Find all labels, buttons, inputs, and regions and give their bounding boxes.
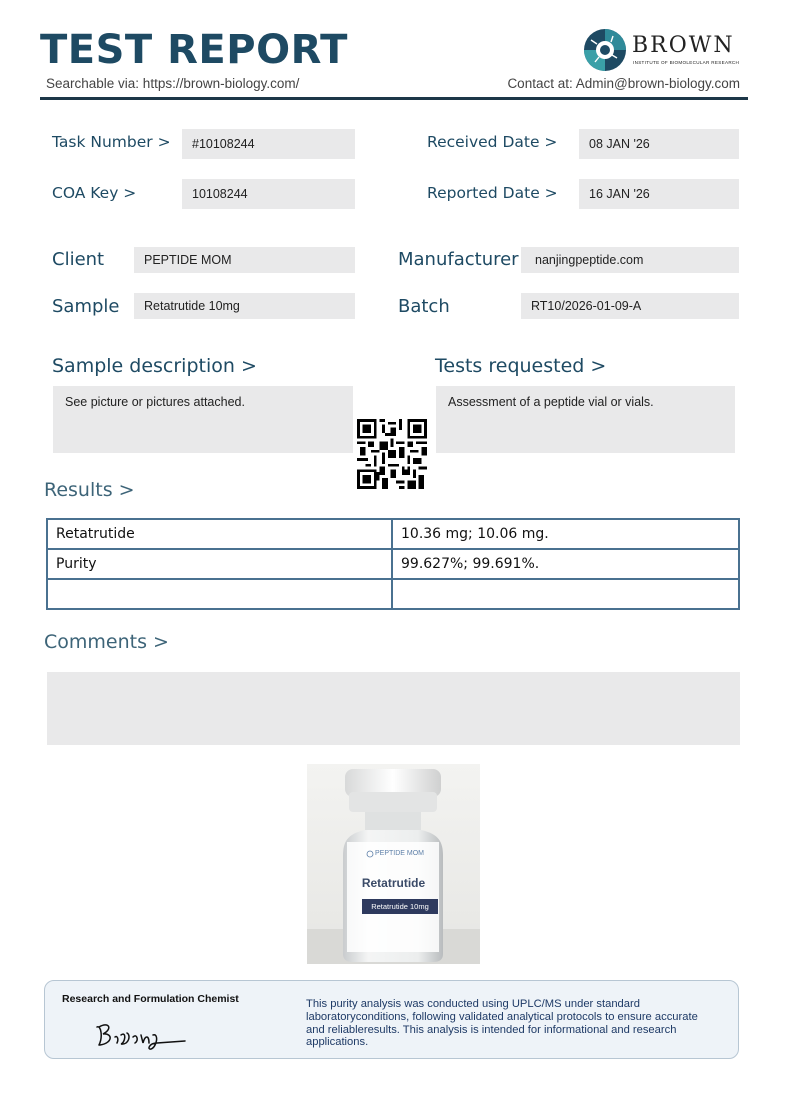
result-name-cell: Retatrutide bbox=[47, 519, 392, 549]
manufacturer-value: nanjingpeptide.com bbox=[521, 247, 739, 273]
client-value: PEPTIDE MOM bbox=[134, 247, 355, 273]
table-row bbox=[47, 549, 739, 579]
searchable-url[interactable]: Searchable via: https://brown-biology.com/ bbox=[46, 76, 300, 91]
sample-description-heading: Sample description > bbox=[52, 355, 257, 377]
received-date-label: Received Date > bbox=[427, 133, 558, 151]
task-number-label: Task Number > bbox=[52, 133, 171, 151]
table-row bbox=[47, 519, 739, 549]
sample-value: Retatrutide 10mg bbox=[134, 293, 355, 319]
chemist-role: Research and Formulation Chemist bbox=[62, 993, 239, 1005]
vial-dose-label: Retatrutide 10mg bbox=[362, 899, 438, 914]
task-number-value: #10108244 bbox=[182, 129, 355, 159]
vial-product-name: Retatrutide bbox=[361, 876, 426, 890]
result-value-cell bbox=[392, 579, 739, 609]
result-name-cell bbox=[47, 579, 392, 609]
coa-key-label: COA Key > bbox=[52, 184, 137, 202]
result-name-cell: Purity bbox=[47, 549, 392, 579]
vial-brand-label: PEPTIDE MOM bbox=[375, 850, 425, 857]
reported-date-label: Reported Date > bbox=[427, 184, 558, 202]
contact-email[interactable]: Contact at: Admin@brown-biology.com bbox=[507, 76, 740, 91]
comments-box bbox=[47, 672, 740, 745]
results-heading: Results > bbox=[44, 479, 135, 501]
received-date-value: 08 JAN '26 bbox=[579, 129, 739, 159]
batch-label: Batch bbox=[398, 296, 450, 317]
tests-requested-heading: Tests requested > bbox=[435, 355, 607, 377]
footer-panel bbox=[44, 980, 739, 1059]
result-value-cell: 10.36 mg; 10.06 mg. bbox=[392, 519, 739, 549]
reported-date-value: 16 JAN '26 bbox=[579, 179, 739, 209]
table-row bbox=[47, 579, 739, 609]
product-photo bbox=[307, 764, 480, 964]
brown-institute-logo-icon bbox=[583, 28, 627, 72]
brand-subtitle: INSTITUTE OF BIOMOLECULAR RESEARCH bbox=[633, 60, 740, 65]
manufacturer-label: Manufacturer bbox=[398, 249, 519, 270]
signature-icon bbox=[91, 1017, 187, 1051]
disclaimer-text: This purity analysis was conducted using UPLC/MS under standard laboratoryconditions, following validated analytical protocols to ensure accurate and reliableresults. This analysis is intended for informational and research applications. bbox=[306, 998, 698, 1049]
sample-description-text: See picture or pictures attached. bbox=[53, 386, 353, 453]
batch-value: RT10/2026-01-09-A bbox=[521, 293, 739, 319]
brand-name: BROWN bbox=[632, 33, 735, 58]
tests-requested-text: Assessment of a peptide vial or vials. bbox=[436, 386, 735, 453]
coa-key-value: 10108244 bbox=[182, 179, 355, 209]
sample-label: Sample bbox=[52, 296, 120, 317]
qr-code-icon[interactable] bbox=[357, 419, 427, 489]
vial-illustration bbox=[307, 764, 480, 964]
result-value-cell: 99.627%; 99.691%. bbox=[392, 549, 739, 579]
header-divider bbox=[40, 97, 748, 100]
results-table bbox=[46, 518, 740, 610]
report-title: TEST REPORT bbox=[40, 27, 348, 73]
client-label: Client bbox=[52, 249, 105, 270]
comments-heading: Comments > bbox=[44, 631, 169, 653]
